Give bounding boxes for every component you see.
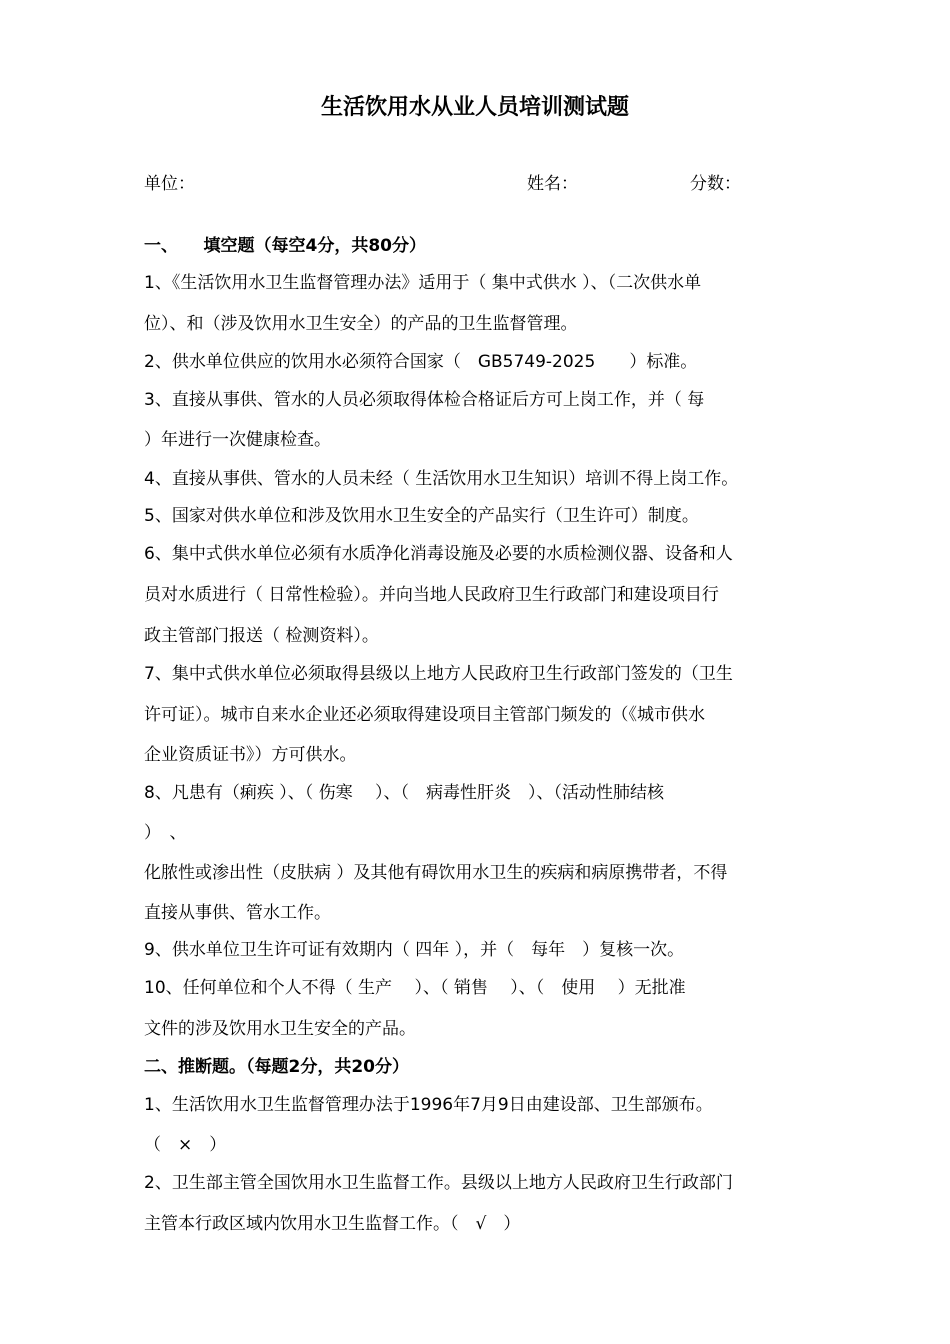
text-line: 4、直接从事供、管水的人员未经（ 生活饮用水卫生知识）培训不得上岗工作。 (144, 469, 739, 489)
text-line: （ × ） (144, 1135, 227, 1155)
text-line: 10、任何单位和个人不得（ 生产 ）、（ 销售 ）、（ 使用 ）无批准 (144, 978, 686, 998)
text-line: 5、国家对供水单位和涉及饮用水卫生安全的产品实行（卫生许可）制度。 (144, 506, 699, 526)
section-heading-fill-in: 一、 填空题（每空4分，共80分） (144, 236, 426, 256)
text-line: 政主管部门报送（ 检测资料）。 (144, 626, 379, 646)
header-fields (144, 170, 844, 198)
page-title: 生活饮用水从业人员培训测试题 (320, 95, 629, 120)
unit-label: 单位： (144, 174, 195, 194)
text-line: 9、供水单位卫生许可证有效期内（ 四年 ），并（ 每年 ）复核一次。 (144, 940, 685, 960)
name-label: 姓名： (527, 174, 578, 194)
text-line: 员对水质进行（ 日常性检验）。并向当地人民政府卫生行政部门和建设项目行 (144, 585, 719, 605)
text-line: 1、《生活饮用水卫生监督管理办法》适用于（ 集中式供水 ）、（二次供水单 (144, 273, 702, 293)
text-line: 2、供水单位供应的饮用水必须符合国家（ GB5749-2025 ）标准。 (144, 352, 698, 372)
text-line: 2、卫生部主管全国饮用水卫生监督工作。县级以上地方人民政府卫生行政部门 (144, 1173, 733, 1193)
text-line: 化脓性或渗出性（皮肤病 ）及其他有碍饮用水卫生的疾病和病原携带者，不得 (144, 863, 728, 883)
text-line: 许可证）。城市自来水企业还必须取得建设项目主管部门频发的（《城市供水 (144, 705, 705, 725)
text-line: 7、集中式供水单位必须取得县级以上地方人民政府卫生行政部门签发的（卫生 (144, 664, 733, 684)
text-line: ）年进行一次健康检查。 (144, 430, 331, 450)
text-line: 3、直接从事供、管水的人员必须取得体检合格证后方可上岗工作，并（ 每 (144, 390, 705, 410)
text-line: 主管本行政区域内饮用水卫生监督工作。（ √ ） (144, 1214, 521, 1234)
section-heading-judgment: 二、推断题。（每题2分，共20分） (144, 1057, 409, 1077)
text-line: 企业资质证书》）方可供水。 (144, 745, 357, 765)
text-line: ） 、 (144, 823, 187, 843)
text-line: 文件的涉及饮用水卫生安全的产品。 (144, 1019, 416, 1039)
text-line: 6、集中式供水单位必须有水质净化消毒设施及必要的水质检测仪器、设备和人 (144, 544, 733, 564)
score-label: 分数： (690, 174, 741, 194)
text-line: 1、生活饮用水卫生监督管理办法于1996年7月9日由建设部、卫生部颁布。 (144, 1095, 713, 1115)
text-line: 直接从事供、管水工作。 (144, 903, 331, 923)
text-line: 8、凡患有（痢疾 ）、（ 伤寒 ）、（ 病毒性肝炎 ）、（活动性肺结核 (144, 783, 665, 803)
text-line: 位）、和（涉及饮用水卫生安全）的产品的卫生监督管理。 (144, 314, 578, 334)
